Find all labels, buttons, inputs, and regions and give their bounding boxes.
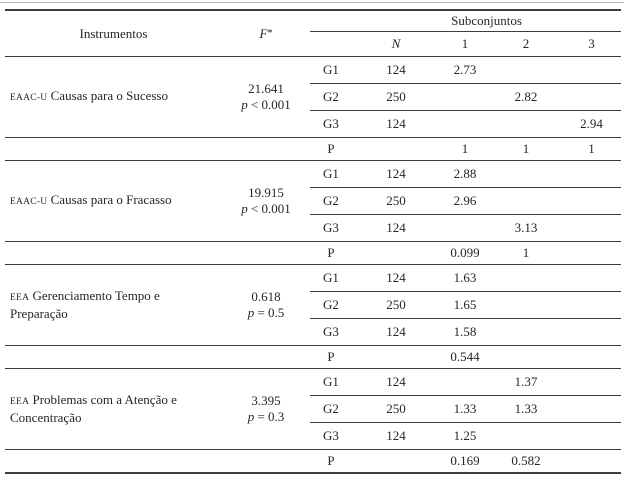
n-value: 250 — [352, 396, 440, 423]
n-value: 124 — [352, 265, 440, 292]
subset3-value — [562, 57, 621, 84]
subset1-value: 1.63 — [440, 265, 490, 292]
group-label: G1 — [310, 265, 352, 292]
p-row-subset1: 0.099 — [440, 242, 490, 265]
group-col-spacer — [310, 10, 352, 32]
subset2-value — [490, 111, 562, 138]
subset1-value — [440, 84, 490, 111]
p-row-label: P — [310, 346, 352, 369]
instrument-name: Problemas com a Atenção e Concentração — [10, 392, 177, 425]
p-row-subset2: 1 — [490, 242, 562, 265]
group-label: G2 — [310, 292, 352, 319]
subset2-value — [490, 161, 562, 188]
f-value: 19.915 — [248, 185, 284, 200]
p-value: p = 0.3 — [247, 409, 285, 424]
p-row-n — [352, 346, 440, 369]
n-value: 124 — [352, 369, 440, 396]
empty-cell — [5, 346, 222, 369]
empty-cell — [222, 450, 310, 473]
n-value: 250 — [352, 292, 440, 319]
instrument-block-2 — [5, 161, 621, 265]
subset3-value — [562, 292, 621, 319]
subset3-value — [562, 369, 621, 396]
col-header-instrumentos: Instrumentos — [5, 10, 222, 57]
n-value: 124 — [386, 428, 406, 443]
table-row — [5, 57, 621, 84]
col-header-n: N — [352, 32, 440, 57]
p-row-subset2: 0.582 — [490, 450, 562, 473]
subset2-value: 2.82 — [490, 84, 562, 111]
empty-cell — [222, 138, 310, 161]
subset3-value — [562, 396, 621, 423]
p-row — [5, 242, 621, 265]
f-asterisk: * — [267, 27, 273, 39]
anova-posthoc-table — [5, 9, 621, 474]
subset1-value: 2.96 — [440, 188, 490, 215]
n-value: 124 — [352, 57, 440, 84]
instrument-cell — [5, 161, 222, 242]
subset2-value — [490, 265, 562, 292]
p-row-n — [352, 138, 440, 161]
group-label: G3 — [323, 324, 339, 339]
subset3-value — [562, 188, 621, 215]
table-header — [5, 10, 621, 57]
p-row-subset3 — [562, 450, 621, 473]
f-statistic-cell — [222, 161, 310, 242]
subset2-value: 1.33 — [490, 396, 562, 423]
p-row-label: P — [310, 138, 352, 161]
p-row — [5, 450, 621, 473]
table-row — [5, 161, 621, 188]
f-statistic-cell — [222, 369, 310, 450]
group-label: G2 — [310, 396, 352, 423]
table-row — [5, 265, 621, 292]
p-value: p < 0.001 — [241, 201, 291, 216]
p-row-subset3 — [562, 346, 621, 369]
p-row — [5, 138, 621, 161]
p-value: p = 0.5 — [247, 305, 285, 320]
subset2-value — [490, 292, 562, 319]
subset1-value: 1.25 — [453, 428, 477, 443]
subset2-value — [490, 57, 562, 84]
subset3-value — [562, 215, 621, 242]
col-header-subconjuntos: Subconjuntos — [352, 10, 621, 32]
f-value: 3.395 — [251, 393, 281, 408]
empty-cell — [5, 450, 222, 473]
p-row-subset3 — [562, 242, 621, 265]
col-header-f — [222, 10, 310, 57]
f-symbol: F — [259, 25, 268, 41]
top-hairline — [0, 2, 624, 3]
p-row-subset2 — [490, 346, 562, 369]
p-row-subset1: 0.169 — [440, 450, 490, 473]
header-row-1 — [5, 10, 621, 32]
instrument-prefix: EEA — [10, 293, 30, 303]
p-row-n — [352, 450, 440, 473]
group-label: G3 — [323, 428, 339, 443]
subset2-value — [490, 423, 562, 450]
p-row-n — [352, 242, 440, 265]
subset1-value: 1.58 — [453, 324, 477, 339]
subset3-value — [562, 265, 621, 292]
n-value: 124 — [352, 161, 440, 188]
col-header-subset-3: 3 — [562, 32, 621, 57]
empty-cell — [222, 346, 310, 369]
table-row — [5, 369, 621, 396]
p-row — [5, 346, 621, 369]
n-value: 250 — [352, 188, 440, 215]
subset1-value — [440, 215, 490, 242]
p-row-label: P — [310, 242, 352, 265]
subset2-value — [490, 319, 562, 346]
instrument-block-4 — [5, 369, 621, 473]
subset1-value: 1.33 — [440, 396, 490, 423]
instrument-name: Causas para o Fracasso — [50, 192, 172, 207]
subset3-value — [562, 84, 621, 111]
group-label: G1 — [310, 57, 352, 84]
instrument-prefix: EAAC-U — [10, 197, 48, 207]
group-label: G2 — [310, 84, 352, 111]
col-header-subset-2: 2 — [490, 32, 562, 57]
subset1-value: 2.73 — [440, 57, 490, 84]
n-value: 250 — [352, 84, 440, 111]
empty-cell — [5, 138, 222, 161]
f-statistic-cell — [222, 265, 310, 346]
subset3-value — [562, 423, 621, 450]
group-label: G3 — [323, 220, 339, 235]
f-value: 21.641 — [248, 81, 284, 96]
instrument-prefix: EEA — [10, 397, 30, 407]
subset2-value: 1.37 — [490, 369, 562, 396]
instrument-cell — [5, 369, 222, 450]
group-label: G3 — [323, 116, 339, 131]
subset3-value: 2.94 — [580, 116, 603, 131]
p-row-subset3: 1 — [562, 138, 621, 161]
subset1-value — [440, 369, 490, 396]
empty-cell — [222, 242, 310, 265]
subset1-value: 2.88 — [440, 161, 490, 188]
instrument-cell — [5, 57, 222, 138]
subset2-value — [490, 188, 562, 215]
n-value: 124 — [386, 116, 406, 131]
f-value: 0.618 — [251, 289, 281, 304]
n-value: 124 — [386, 324, 406, 339]
subset1-value: 1.65 — [440, 292, 490, 319]
p-row-subset1: 1 — [440, 138, 490, 161]
p-row-subset1: 0.544 — [440, 346, 490, 369]
instrument-block-1 — [5, 57, 621, 161]
empty-cell — [5, 242, 222, 265]
instrument-block-3 — [5, 265, 621, 369]
instrument-prefix: EAAC-U — [10, 93, 48, 103]
group-label: G1 — [310, 161, 352, 188]
instrument-name: Gerenciamento Tempo e Preparação — [10, 288, 160, 321]
subset1-value — [440, 111, 490, 138]
instrument-name: Causas para o Sucesso — [50, 88, 168, 103]
group-col-spacer-2 — [310, 32, 352, 57]
subset3-value — [562, 319, 621, 346]
subset3-value — [562, 161, 621, 188]
col-header-subset-1: 1 — [440, 32, 490, 57]
group-label: G1 — [310, 369, 352, 396]
p-row-subset2: 1 — [490, 138, 562, 161]
group-label: G2 — [310, 188, 352, 215]
p-row-label: P — [310, 450, 352, 473]
p-value: p < 0.001 — [241, 97, 291, 112]
f-statistic-cell — [222, 57, 310, 138]
n-value: 124 — [386, 220, 406, 235]
subset2-value: 3.13 — [514, 220, 538, 235]
instrument-cell — [5, 265, 222, 346]
